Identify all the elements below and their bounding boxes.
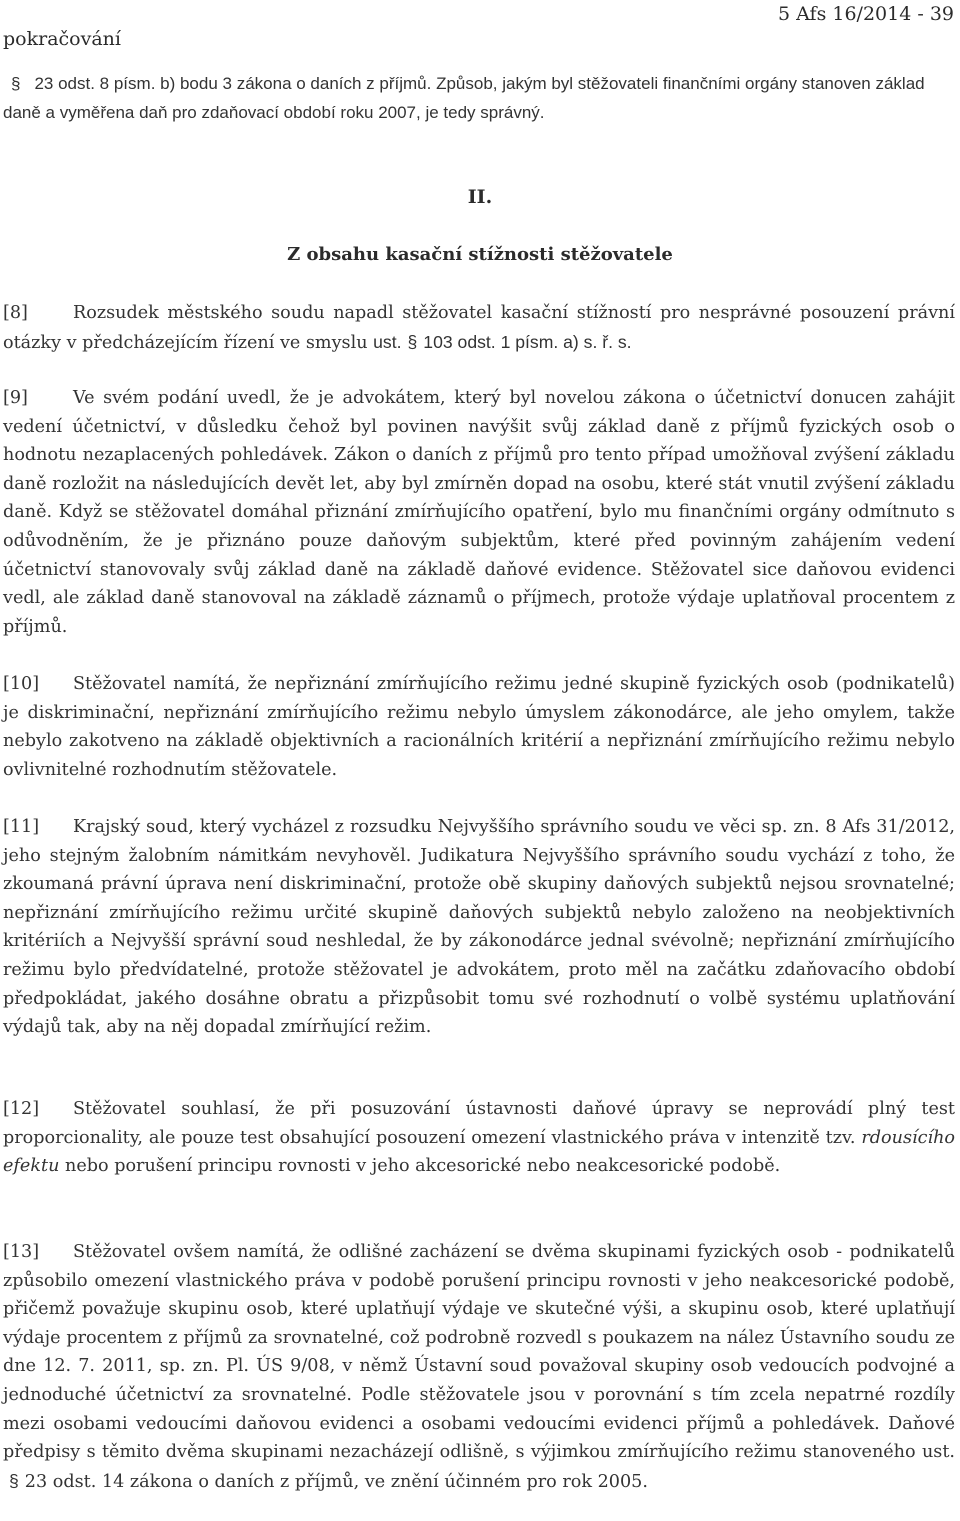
paragraph-text: Stěžovatel ovšem namítá, že odlišné zacházení se dvěma skupinami fyzických osob - podnikatelů způsobilo omezení vlastnického práva v podobě porušení principu rovnosti v jeho neakcesorické podobě, přičemž považuje skupinu osob, které uplatňují výdaje ve skutečné výši, a skupinu osob, které uplatňují výdaje procentem z příjmů za srovnatelné, což podrobně rozvedl s poukazem na nález Ústavního soudu ze dne 12. 7. 2011, sp. zn. Pl. ÚS 9/08, v němž Ústavní soud považoval skupiny osob vedoucích podvojné a jednoduché účetnictví za srovnatelné. Podle stěžovatele jsou v porovnání s tím zcela nepatrné rozdíly mezi osobami vedoucími daňovou evidenci a osobami vedoucími evidenci příjmů a pohledávek. Daňové předpisy s těmito dvěma skupinami nezacházejí odlišně, s výjimkou zmírňujícího režimu stanoveného ust. <box>3 1242 955 1463</box>
reference-abbrev: ust. <box>373 331 402 352</box>
paragraph-8 <box>3 299 955 357</box>
case-number: 5 Afs 16/2014 - 39 <box>778 3 954 25</box>
paragraph-number: [11] <box>3 817 40 837</box>
section-sign: § <box>9 1470 19 1491</box>
intro-text: 23 odst. 8 písm. b) bodu 3 zákona o daních z příjmů. Způsob, jakým byl stěžovateli finančními orgány stanoven základ daně a vyměřena daň pro zdaňovací období roku 2007, je tedy správný. <box>3 74 925 122</box>
paragraph-number: [8] <box>3 303 28 323</box>
section-title: Z obsahu kasační stížnosti stěžovatele <box>287 244 673 265</box>
section-sign: § <box>11 74 21 93</box>
continuation-label: pokračování <box>3 28 121 50</box>
intro-paragraph <box>3 69 955 127</box>
paragraph-text: Rozsudek městského soudu napadl stěžovatel kasační stížností pro nesprávné posouzení právní otázky v předcházejícím řízení ve smyslu <box>3 303 955 353</box>
paragraph-number: [10] <box>3 674 40 694</box>
paragraph-text: Krajský soud, který vycházel z rozsudku Nejvyššího správního soudu ve věci sp. zn. 8 Afs 31/2012, jeho stejným žalobním námitkám nevyhověl. Judikatura Nejvyššího správního soudu vychází z toho, že zkoumaná právní úprava není diskriminační, protože obě skupiny daňových subjektů nejsou srovnatelné; nepřiznání zmírňujícího režimu určité skupině daňových subjektů nebylo založeno na neobjektivních kritériích a Nejvyšší správní soud neshledal, že by zákonodárce jednal svévolně; nepřiznání zmírňujícího režimu bylo předvídatelné, protože stěžovatel je advokátem, proto měl na začátku zdaňovacího období předpokládat, jakého dosáhne obratu a přizpůsobit tomu své rozhodnutí o volbě systému uplatňování výdajů tak, aby na něj dopadal zmírňující režim. <box>3 817 955 1038</box>
paragraph-text: Stěžovatel souhlasí, že při posuzování ústavnosti daňové úpravy se neprovádí plný test proporcionality, ale pouze test obsahující posouzení omezení vlastnického práva v intenzitě tzv. <box>3 1099 955 1148</box>
paragraph-10 <box>3 670 955 784</box>
paragraph-12 <box>3 1095 955 1181</box>
paragraph-text: Stěžovatel namítá, že nepřiznání zmírňujícího režimu jedné skupině fyzických osob (podnikatelů) je diskriminační, nepřiznání zmírňujícího režimu nebylo úmyslem zákonodárce, ale jeho omylem, takže nebylo zakotveno na základě objektivních a racionálních kritérií a nepřiznání zmírňujícího režimu nebylo ovlivnitelné rozhodnutím stěžovatele. <box>3 674 955 780</box>
paragraph-number: [13] <box>3 1242 40 1262</box>
paragraph-13 <box>3 1238 955 1496</box>
paragraph-9 <box>3 384 955 641</box>
paragraph-text: Ve svém podání uvedl, že je advokátem, který byl novelou zákona o účetnictví donucen zahájit vedení účetnictví, v důsledku čehož byl povinen navýšit svůj základ daně z příjmů fyzických osob o hodnotu nezaplacených pohledávek. Zákon o daních z příjmů pro tento případ umožňoval zvýšení základu daně rozložit na následujících devět let, aby byl zmírněn dopad na osobu, které stát vnutil zvýšení základu daně. Když se stěžovatel domáhal přiznání zmírňujícího opatření, bylo mu finančními orgány odmítnuto s odůvodněním, že je přiznáno pouze daňovým subjektům, které před povinným zahájením vedení účetnictví stanovovaly svůj základ daně na základě daňové evidence. Stěžovatel sice daňovou evidenci vedl, ale základ daně stanovoval na základě záznamů o příjmech, protože výdaje uplatňoval procentem z příjmů. <box>3 388 955 637</box>
italic-term: rdousícího efektu <box>3 1127 956 1177</box>
reference-text: 23 odst. 14 zákona o daních z příjmů, ve znění účinném pro rok 2005. <box>24 1471 648 1492</box>
paragraph-11 <box>3 813 955 1042</box>
reference-text: 103 odst. 1 písm. a) s. ř. s. <box>423 331 632 352</box>
section-number: II. <box>467 186 493 208</box>
section-sign: § <box>407 331 418 352</box>
paragraph-text-cont: nebo porušení principu rovnosti v jeho akcesorické nebo neakcesorické podobě. <box>65 1156 781 1177</box>
paragraph-number: [12] <box>3 1099 40 1119</box>
paragraph-number: [9] <box>3 388 28 408</box>
